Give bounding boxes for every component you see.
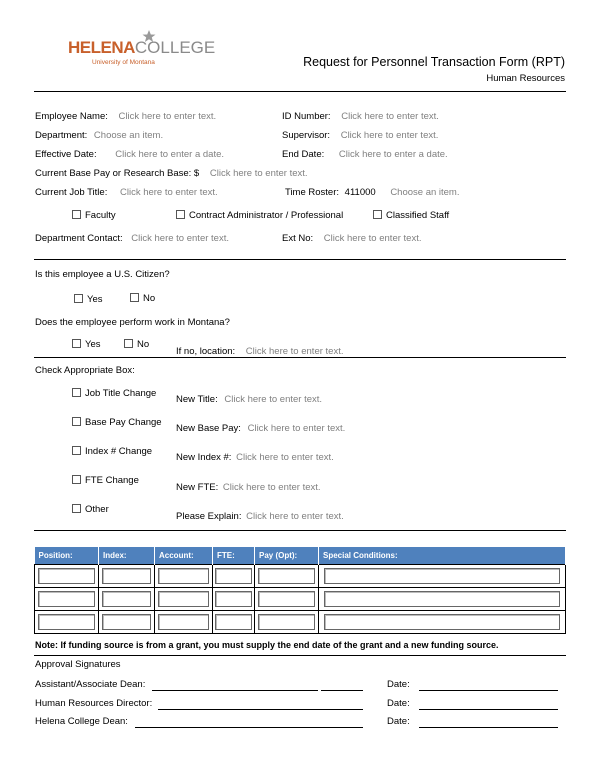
location-label: If no, location: xyxy=(176,346,236,357)
other-change-label: Other xyxy=(85,504,109,515)
montana-question: Does the employee perform work in Montana? xyxy=(35,317,230,328)
hr-director-date-line[interactable] xyxy=(419,709,558,710)
ext-row xyxy=(282,233,421,244)
table-cell xyxy=(99,565,155,588)
montana-yes-label: Yes xyxy=(85,339,101,350)
dept-contact-row xyxy=(35,233,229,244)
supervisor-row xyxy=(282,130,438,141)
hr-director-label: Human Resources Director: xyxy=(35,698,153,709)
changes-heading: Check Appropriate Box: xyxy=(35,365,135,376)
contract-admin-label: Contract Administrator / Professional xyxy=(189,210,344,221)
table-cell xyxy=(155,588,213,611)
explain-input[interactable]: Click here to enter text. xyxy=(246,511,344,522)
faculty-option[interactable] xyxy=(72,210,116,221)
job-title-change-checkbox[interactable] xyxy=(72,388,81,397)
index-input[interactable] xyxy=(102,591,151,607)
new-base-row xyxy=(176,423,345,434)
page-subtitle: Human Resources xyxy=(486,73,565,84)
index-change-checkbox[interactable] xyxy=(72,446,81,455)
section-divider-1 xyxy=(34,259,566,260)
time-roster-label: Time Roster: xyxy=(285,187,340,198)
montana-no-checkbox[interactable] xyxy=(124,339,133,348)
id-number-input[interactable]: Click here to enter text. xyxy=(341,111,439,122)
account-input[interactable] xyxy=(158,568,209,584)
index-input[interactable] xyxy=(102,568,151,584)
pay-input[interactable] xyxy=(258,568,314,584)
col-index-header: Index: xyxy=(99,547,155,565)
logo-helena-text: HELENA xyxy=(68,38,135,57)
index-change-label: Index # Change xyxy=(85,446,153,457)
citizen-no-option[interactable] xyxy=(130,293,155,304)
assistant-dean-label: Assistant/Associate Dean: xyxy=(35,679,146,690)
base-pay-row xyxy=(35,168,308,179)
job-title-input[interactable]: Click here to enter text. xyxy=(119,187,218,198)
base-pay-label: Current Base Pay or Research Base: $ xyxy=(35,168,200,179)
table-row xyxy=(35,611,566,634)
position-input[interactable] xyxy=(38,614,94,630)
department-row xyxy=(35,130,163,141)
table-row xyxy=(35,565,566,588)
funding-table xyxy=(34,547,566,634)
job-title-change-option[interactable] xyxy=(72,388,156,399)
table-cell xyxy=(35,588,99,611)
fte-change-checkbox[interactable] xyxy=(72,475,81,484)
employee-name-row xyxy=(35,111,216,122)
special-conditions-input[interactable] xyxy=(324,591,561,607)
star-icon xyxy=(142,30,156,42)
assistant-dean-date-label: Date: xyxy=(387,679,410,690)
department-label: Department: xyxy=(35,130,88,141)
contract-admin-option[interactable] xyxy=(176,210,343,221)
job-title-label: Current Job Title: xyxy=(35,187,108,198)
special-conditions-input[interactable] xyxy=(324,614,561,630)
department-select[interactable]: Choose an item. xyxy=(93,130,164,141)
table-cell xyxy=(255,565,319,588)
other-change-checkbox[interactable] xyxy=(72,504,81,513)
account-input[interactable] xyxy=(158,614,209,630)
col-fte-header: FTE: xyxy=(213,547,255,565)
time-roster-number: 411000 xyxy=(344,187,376,198)
page-title: Request for Personnel Transaction Form (RPT) xyxy=(303,55,565,69)
new-title-input[interactable]: Click here to enter text. xyxy=(224,394,323,405)
ext-label: Ext No: xyxy=(282,233,314,244)
table-cell xyxy=(319,565,566,588)
table-cell xyxy=(255,588,319,611)
other-change-option[interactable] xyxy=(72,504,109,515)
position-input[interactable] xyxy=(38,591,94,607)
faculty-checkbox[interactable] xyxy=(72,210,81,219)
end-date-label: End Date: xyxy=(282,149,325,160)
faculty-label: Faculty xyxy=(85,210,116,221)
time-roster-select[interactable]: Choose an item. xyxy=(390,187,460,198)
fte-change-option[interactable] xyxy=(72,475,139,486)
col-account-header: Account: xyxy=(155,547,213,565)
job-title-change-label: Job Title Change xyxy=(85,388,157,399)
table-cell xyxy=(213,588,255,611)
table-cell xyxy=(155,611,213,634)
college-dean-signature-line[interactable] xyxy=(135,727,363,728)
employee-name-label: Employee Name: xyxy=(35,111,108,122)
citizen-yes-label: Yes xyxy=(87,294,103,305)
dept-contact-input[interactable]: Click here to enter text. xyxy=(131,233,229,244)
citizen-no-checkbox[interactable] xyxy=(130,293,139,302)
note-divider xyxy=(34,655,566,656)
table-cell xyxy=(35,565,99,588)
explain-label: Please Explain: xyxy=(176,511,242,522)
explain-row xyxy=(176,511,344,522)
fte-change-label: FTE Change xyxy=(85,475,139,486)
montana-no-option[interactable] xyxy=(124,339,149,350)
table-cell xyxy=(155,565,213,588)
position-input[interactable] xyxy=(38,568,94,584)
ext-input[interactable]: Click here to enter text. xyxy=(323,233,422,244)
hr-director-signature-line[interactable] xyxy=(158,709,363,710)
table-cell xyxy=(319,588,566,611)
new-title-label: New Title: xyxy=(176,394,218,405)
pay-input[interactable] xyxy=(258,591,314,607)
location-input[interactable]: Click here to enter text. xyxy=(245,346,344,357)
new-fte-row xyxy=(176,482,321,493)
new-index-label: New Index #: xyxy=(176,452,232,463)
assistant-dean-signature-line[interactable] xyxy=(152,690,318,691)
location-row xyxy=(176,346,343,357)
grant-note: Note: If funding source is from a grant, you must supply the end date of the grant and a new funding source. xyxy=(35,640,499,650)
new-index-input[interactable]: Click here to enter text. xyxy=(236,452,334,463)
effective-date-row xyxy=(35,149,224,160)
citizen-question: Is this employee a U.S. Citizen? xyxy=(35,269,170,280)
college-dean-date-line[interactable] xyxy=(419,727,558,728)
logo-college-text: COLLEGE xyxy=(134,38,216,57)
classified-label: Classified Staff xyxy=(386,210,450,221)
fte-input[interactable] xyxy=(215,591,251,607)
base-pay-input[interactable]: Click here to enter text. xyxy=(209,168,308,179)
job-title-row xyxy=(35,187,218,198)
section-divider-2 xyxy=(34,357,566,358)
fte-input[interactable] xyxy=(215,568,251,584)
supervisor-label: Supervisor: xyxy=(282,130,331,141)
classified-checkbox[interactable] xyxy=(373,210,382,219)
table-row xyxy=(35,588,566,611)
pay-input[interactable] xyxy=(258,614,314,630)
new-fte-label: New FTE: xyxy=(176,482,219,493)
base-pay-change-option[interactable] xyxy=(72,417,162,428)
col-pay-header: Pay (Opt): xyxy=(255,547,319,565)
section-divider-3 xyxy=(34,530,566,531)
montana-yes-checkbox[interactable] xyxy=(72,339,81,348)
montana-yes-option[interactable] xyxy=(72,339,101,350)
effective-date-input[interactable]: Click here to enter a date. xyxy=(115,149,225,160)
fte-input[interactable] xyxy=(215,614,251,630)
table-cell xyxy=(255,611,319,634)
index-input[interactable] xyxy=(102,614,151,630)
table-cell xyxy=(99,611,155,634)
table-cell xyxy=(99,588,155,611)
col-position-header: Position: xyxy=(35,547,99,565)
citizen-yes-checkbox[interactable] xyxy=(74,294,83,303)
new-base-label: New Base Pay: xyxy=(176,423,241,434)
id-number-row xyxy=(282,111,439,122)
dept-contact-label: Department Contact: xyxy=(35,233,123,244)
table-cell xyxy=(213,565,255,588)
special-conditions-input[interactable] xyxy=(324,568,561,584)
index-change-option[interactable] xyxy=(72,446,152,457)
citizen-yes-option[interactable] xyxy=(74,294,103,305)
table-cell xyxy=(213,611,255,634)
col-special-header: Special Conditions: xyxy=(319,547,566,565)
supervisor-input[interactable]: Click here to enter text. xyxy=(340,130,439,141)
new-base-input[interactable]: Click here to enter text. xyxy=(247,423,346,434)
header-divider xyxy=(34,91,566,92)
college-dean-date-label: Date: xyxy=(387,716,410,727)
funding-table-header xyxy=(35,547,566,565)
approval-heading: Approval Signatures xyxy=(35,659,121,670)
classified-option[interactable] xyxy=(373,210,449,221)
citizen-no-label: No xyxy=(143,293,156,304)
montana-no-label: No xyxy=(137,339,150,350)
new-title-row xyxy=(176,394,322,405)
college-logo xyxy=(68,38,215,58)
college-dean-label: Helena College Dean: xyxy=(35,716,128,727)
table-cell xyxy=(319,611,566,634)
logo-subtitle: University of Montana xyxy=(92,59,155,66)
assistant-dean-date-line[interactable] xyxy=(419,690,558,691)
account-input[interactable] xyxy=(158,591,209,607)
contract-admin-checkbox[interactable] xyxy=(176,210,185,219)
id-number-label: ID Number: xyxy=(282,111,331,122)
new-index-row xyxy=(176,452,334,463)
hr-director-date-label: Date: xyxy=(387,698,410,709)
effective-date-label: Effective Date: xyxy=(35,149,97,160)
end-date-input[interactable]: Click here to enter a date. xyxy=(338,149,448,160)
base-pay-change-checkbox[interactable] xyxy=(72,417,81,426)
base-pay-change-label: Base Pay Change xyxy=(85,417,162,428)
table-cell xyxy=(35,611,99,634)
new-fte-input[interactable]: Click here to enter text. xyxy=(222,482,321,493)
time-roster-row xyxy=(285,187,460,198)
assistant-dean-extra-line[interactable] xyxy=(321,690,363,691)
end-date-row xyxy=(282,149,448,160)
employee-name-input[interactable]: Click here to enter text. xyxy=(118,111,217,122)
